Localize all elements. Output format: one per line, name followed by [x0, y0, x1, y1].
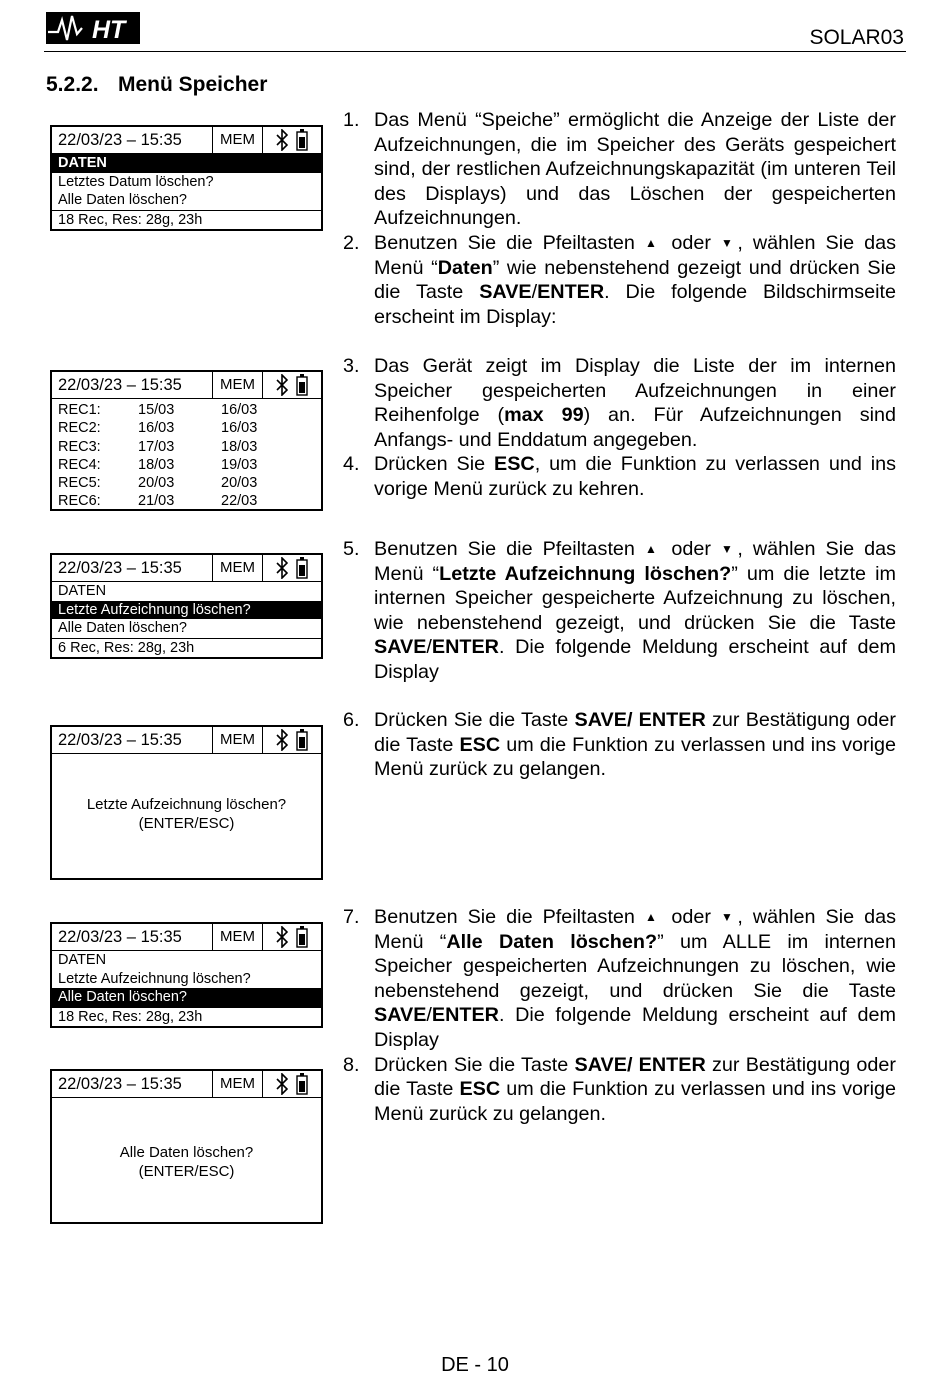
step-number: 4.: [343, 453, 360, 476]
step-2: [343, 231, 896, 329]
display-status-icons: [263, 555, 321, 581]
record-row: [52, 419, 321, 437]
arrow-up-icon: ▲: [644, 235, 662, 250]
confirm-keys: (ENTER/ESC): [138, 1163, 235, 1180]
step-number: 5.: [343, 538, 360, 560]
bluetooth-icon: [276, 729, 288, 751]
display-data-menu: [50, 125, 323, 231]
record-id: REC4:: [58, 456, 101, 473]
step-6: [343, 708, 896, 782]
bluetooth-icon: [276, 374, 288, 396]
confirm-keys: (ENTER/ESC): [138, 815, 235, 832]
memory-status: 18 Rec, Res: 28g, 23h: [52, 1007, 321, 1027]
display-header: [52, 727, 321, 754]
menu-item-delete-all[interactable]: Alle Daten löschen?: [58, 620, 187, 636]
bluetooth-icon: [276, 129, 288, 151]
section-number: 5.2.2.: [46, 73, 99, 96]
step-text: Das Menü “Speiche” ermöglicht die Anzeige der Liste der Aufzeichnungen, die im Speicher des Geräts gespeichert sind, der restlichen Aufzeichnungskapazität (im unteren Teil des Displays) und das Löschen der gespeicherten Aufzeichnungen.: [374, 109, 896, 230]
record-end: 16/03: [221, 402, 258, 418]
display-delete-last-menu: [50, 553, 323, 659]
page-number: DE - 10: [441, 1354, 509, 1376]
display-header: [52, 555, 321, 582]
record-end: 20/03: [221, 475, 258, 492]
display-header: [52, 372, 321, 399]
steps-block-5: [343, 905, 896, 1126]
record-row: [52, 474, 321, 492]
display-mem-label: MEM: [213, 555, 263, 581]
record-id: REC6:: [58, 493, 101, 510]
step-text: Benutzen Sie die Pfeiltasten ▲ oder ▼, wählen Sie das Menü “Letzte Aufzeichnung löschen?” um die letzte im internen Speicher gespeicherte Aufzeichnung zu löschen, wie nebenstehend gezeigt, und drücken Sie die Taste SAVE/ENTER. Die folgende Meldung erscheint auf dem Display: [374, 538, 896, 683]
ht-logo: [44, 10, 142, 46]
display-status-icons: [263, 372, 321, 398]
display-delete-all-menu: [50, 922, 323, 1028]
display-delete-last-confirm: [50, 725, 323, 880]
battery-icon: [296, 926, 308, 948]
record-id: REC3:: [58, 438, 101, 455]
step-5: [343, 537, 896, 685]
menu-item-delete-last[interactable]: Letzte Aufzeichnung löschen?: [52, 601, 321, 620]
step-text: Benutzen Sie die Pfeiltasten ▲ oder ▼, wählen Sie das Menü “Alle Daten löschen?” um ALLE im internen Speicher gespeicherten Aufzeichnungen zu löschen, wie nebenstehend gezeigt, und drücken Sie die Taste SAVE/ENTER. Die folgende Meldung erscheint auf dem Display: [374, 906, 896, 1051]
record-start: 17/03: [138, 438, 175, 455]
record-end: 16/03: [221, 420, 258, 437]
display-status-icons: [263, 127, 321, 153]
step-number: 7.: [343, 906, 360, 928]
arrow-down-icon: ▼: [720, 235, 738, 250]
header-rule: [44, 51, 906, 52]
display-status-icons: [263, 924, 321, 950]
step-text: Drücken Sie die Taste SAVE/ ENTER zur Bestätigung oder die Taste ESC um die Funktion zu verlassen und ins vorige Menü zurück zu gelangen.: [374, 1053, 897, 1125]
menu-item-delete-last[interactable]: Letzte Aufzeichnung löschen?: [58, 970, 251, 987]
display-header: [52, 924, 321, 951]
section-heading: Menü Speicher: [118, 73, 268, 96]
confirm-question: Alle Daten löschen?: [119, 1144, 254, 1161]
menu-item-daten[interactable]: DATEN: [58, 583, 107, 599]
display-datetime: 22/03/23 – 15:35: [52, 924, 213, 950]
memory-status: 6 Rec, Res: 28g, 23h: [52, 638, 321, 658]
steps-block-4: [343, 708, 896, 782]
bluetooth-icon: [276, 557, 288, 579]
menu-item-delete-last[interactable]: Letztes Datum löschen?: [58, 173, 214, 190]
record-end: 18/03: [221, 438, 258, 455]
arrow-up-icon: ▲: [644, 910, 662, 924]
battery-icon: [296, 729, 308, 751]
record-end: 22/03: [221, 493, 258, 510]
display-record-list: [50, 370, 323, 511]
display-mem-label: MEM: [213, 727, 263, 753]
record-start: 18/03: [138, 456, 175, 473]
display-status-icons: [263, 727, 321, 753]
record-row: [52, 401, 321, 419]
record-start: 21/03: [138, 493, 175, 510]
step-4: [343, 452, 896, 501]
arrow-down-icon: ▼: [720, 910, 738, 924]
menu-item-daten[interactable]: DATEN: [58, 952, 107, 968]
record-id: REC5:: [58, 475, 101, 492]
record-start: 20/03: [138, 475, 175, 492]
step-number: 6.: [343, 709, 360, 731]
step-8: [343, 1053, 896, 1127]
step-7: [343, 905, 896, 1053]
display-mem-label: MEM: [213, 1071, 263, 1097]
record-id: REC2:: [58, 420, 101, 437]
record-row: [52, 492, 321, 510]
display-status-icons: [263, 1071, 321, 1097]
step-text: Benutzen Sie die Pfeiltasten ▲ oder ▼, wählen Sie das Menü “Daten” wie nebenstehend gezeigt und drücken Sie die Taste SAVE/ENTER. Die folgende Bildschirmseite erscheint im Display:: [374, 231, 897, 328]
record-end: 19/03: [221, 456, 258, 473]
step-text: Das Gerät zeigt im Display die Liste der im internen Speicher gespeicherten Aufzeichnungen in einer Reihenfolge (max 99) an. Für Aufzeichnungen sind Anfangs- und Enddatum angegeben.: [374, 355, 896, 451]
display-header: [52, 1071, 321, 1098]
step-text: Drücken Sie die Taste SAVE/ ENTER zur Bestätigung oder die Taste ESC um die Funktion zu verlassen und ins vorige Menü zurück zu gelangen.: [374, 709, 897, 781]
record-row: [52, 438, 321, 456]
display-datetime: 22/03/23 – 15:35: [52, 555, 213, 581]
battery-icon: [296, 1073, 308, 1095]
display-header: [52, 127, 321, 154]
record-row: [52, 456, 321, 474]
record-id: REC1:: [58, 402, 101, 418]
bluetooth-icon: [276, 1073, 288, 1095]
battery-icon: [296, 374, 308, 396]
battery-icon: [296, 557, 308, 579]
battery-icon: [296, 129, 308, 151]
steps-block-2: [343, 354, 896, 502]
display-datetime: 22/03/23 – 15:35: [52, 1071, 213, 1097]
step-text: Drücken Sie ESC, um die Funktion zu verlassen und ins vorige Menü zurück zu kehren.: [374, 453, 896, 500]
logo-text: HT: [92, 16, 126, 44]
display-mem-label: MEM: [213, 372, 263, 398]
step-number: 8.: [343, 1053, 360, 1076]
step-number: 3.: [343, 355, 360, 377]
menu-item-delete-all[interactable]: Alle Daten löschen?: [58, 192, 187, 208]
record-start: 15/03: [138, 402, 175, 418]
memory-status: 18 Rec, Res: 28g, 23h: [52, 210, 321, 230]
record-start: 16/03: [138, 420, 175, 437]
step-number: 2.: [343, 231, 360, 254]
display-mem-label: MEM: [213, 127, 263, 153]
display-mem-label: MEM: [213, 924, 263, 950]
steps-block-3: [343, 537, 896, 685]
step-1: [343, 108, 896, 231]
display-delete-all-confirm: [50, 1069, 323, 1224]
section-title: [46, 73, 267, 97]
bluetooth-icon: [276, 926, 288, 948]
arrow-up-icon: ▲: [644, 542, 662, 556]
display-datetime: 22/03/23 – 15:35: [52, 127, 213, 153]
steps-block-1: [343, 108, 896, 329]
menu-item-daten[interactable]: DATEN: [52, 154, 321, 173]
menu-item-delete-all[interactable]: Alle Daten löschen?: [52, 988, 321, 1007]
confirm-question: Letzte Aufzeichnung löschen?: [86, 796, 287, 813]
arrow-down-icon: ▼: [720, 542, 738, 556]
model-name: SOLAR03: [809, 26, 904, 49]
display-datetime: 22/03/23 – 15:35: [52, 727, 213, 753]
step-3: [343, 354, 896, 452]
step-number: 1.: [343, 109, 360, 131]
display-datetime: 22/03/23 – 15:35: [52, 372, 213, 398]
